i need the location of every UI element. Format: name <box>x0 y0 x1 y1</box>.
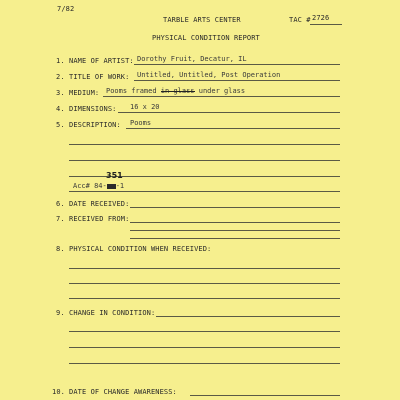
field-5-line-2 <box>69 144 340 145</box>
accession-prefix: Acc# 84- <box>73 182 107 190</box>
description-value: Pooms <box>130 119 152 127</box>
artist-name-value: Dorothy Fruit, Decatur, IL <box>137 55 247 63</box>
field-8-line-1 <box>69 268 340 269</box>
work-title-value: Untitled, Untitled, Post Operation <box>137 71 281 79</box>
field-9-number: 9. <box>56 309 65 317</box>
field-8-number: 8. <box>56 245 65 253</box>
field-7-number: 7. <box>56 215 65 223</box>
field-4-line <box>118 112 340 113</box>
field-5-label: DESCRIPTION: <box>69 121 121 129</box>
field-7-line-1 <box>130 222 340 223</box>
field-2-line <box>134 80 340 81</box>
field-4-label: DIMENSIONS: <box>69 105 117 113</box>
field-9-line-4 <box>69 363 340 364</box>
accession-handwritten: 351 <box>106 171 123 180</box>
accession-suffix: -1 <box>115 182 125 190</box>
field-8-line-2 <box>69 283 340 284</box>
field-5-line-3 <box>69 160 340 161</box>
medium-value-struck: in glass <box>160 87 195 95</box>
field-6-number: 6. <box>56 200 65 208</box>
field-1-number: 1. <box>56 57 65 65</box>
org-name: TARBLE ARTS CENTER <box>163 16 241 24</box>
field-7-label: RECEIVED FROM: <box>69 215 130 223</box>
field-10-line <box>190 395 340 396</box>
field-1-line <box>134 64 340 65</box>
date-stamp: 7/82 <box>57 5 75 13</box>
redaction-mark <box>107 184 116 189</box>
field-2-number: 2. <box>56 73 65 81</box>
page-title: PHYSICAL CONDITION REPORT <box>152 34 260 42</box>
field-4-number: 4. <box>56 105 65 113</box>
field-9-line-2 <box>69 331 340 332</box>
tac-label: TAC # <box>289 16 311 24</box>
field-6-label: DATE RECEIVED: <box>69 200 130 208</box>
field-1-label: NAME OF ARTIST: <box>69 57 134 65</box>
field-3-line <box>103 96 340 97</box>
medium-value-pre: Pooms framed <box>106 87 161 95</box>
field-8-line-3 <box>69 298 340 299</box>
tac-number-underline <box>310 24 342 25</box>
field-9-label: CHANGE IN CONDITION: <box>69 309 156 317</box>
field-7-line-2 <box>130 230 340 231</box>
medium-value <box>106 87 245 96</box>
field-9-line-1 <box>156 316 340 317</box>
field-7-line-3 <box>130 238 340 239</box>
field-10-label: DATE OF CHANGE AWARENESS: <box>69 388 177 396</box>
field-9-line-3 <box>69 347 340 348</box>
field-10-number: 10. <box>52 388 65 396</box>
field-8-label: PHYSICAL CONDITION WHEN RECEIVED: <box>69 245 212 253</box>
field-2-label: TITLE OF WORK: <box>69 73 130 81</box>
dimensions-value: 16 x 20 <box>130 103 160 111</box>
accession-line <box>69 191 340 192</box>
accession-number <box>73 182 124 191</box>
field-3-number: 3. <box>56 89 65 97</box>
tac-number: 2726 <box>312 14 330 22</box>
medium-value-post: under glass <box>194 87 246 95</box>
field-5-line-1 <box>126 128 340 129</box>
field-5-number: 5. <box>56 121 65 129</box>
field-6-line <box>130 207 340 208</box>
field-3-label: MEDIUM: <box>69 89 100 97</box>
